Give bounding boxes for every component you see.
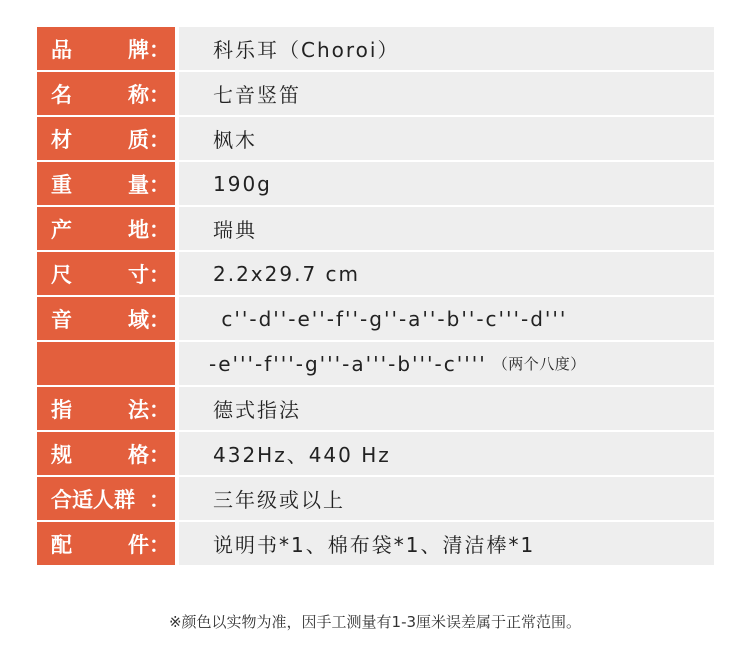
spec-label	[37, 72, 175, 115]
label-char: 产	[51, 216, 72, 242]
label-char: 品	[51, 36, 72, 62]
spec-row-range-continued	[37, 342, 714, 385]
spec-row-brand	[37, 27, 714, 70]
spec-value	[179, 432, 714, 475]
spec-row-audience	[37, 477, 714, 520]
label-char: 尺	[51, 261, 72, 287]
spec-row-range	[37, 297, 714, 340]
spec-row-name	[37, 72, 714, 115]
label-colon: ：	[149, 36, 170, 62]
label-char: 名	[51, 81, 72, 107]
label-char: 域	[128, 306, 149, 332]
label-colon: ：	[149, 171, 170, 197]
spec-label-empty	[37, 342, 175, 385]
spec-value	[179, 477, 714, 520]
spec-value-text: 七音竖笛	[213, 83, 301, 107]
spec-row-fingering	[37, 387, 714, 430]
spec-label	[37, 27, 175, 70]
label-colon: ：	[149, 261, 170, 287]
spec-value-suffix: （两个八度）	[492, 355, 586, 373]
spec-value-text: 枫木	[213, 128, 257, 152]
spec-value-text: 190g	[213, 171, 272, 196]
spec-label	[37, 252, 175, 295]
spec-value	[179, 387, 714, 430]
label-char: 重	[51, 171, 72, 197]
spec-value-text: 德式指法	[213, 398, 301, 422]
spec-value	[179, 252, 714, 295]
spec-row-weight	[37, 162, 714, 205]
spec-value	[179, 207, 714, 250]
spec-label	[37, 297, 175, 340]
spec-value	[179, 117, 714, 160]
spec-row-accessories	[37, 522, 714, 565]
label-char: 称	[128, 81, 149, 107]
spec-table	[37, 27, 714, 565]
label-char: 质	[128, 126, 149, 152]
label-colon: ：	[149, 306, 170, 332]
spec-value	[179, 162, 714, 205]
spec-value-text: 科乐耳（Choroi）	[213, 38, 400, 62]
spec-value	[179, 27, 714, 70]
label-char: 寸	[128, 261, 149, 287]
spec-value	[179, 342, 714, 385]
label-char: 牌	[128, 36, 149, 62]
spec-value-text: -e'''-f'''-g'''-a'''-b'''-c''''	[209, 351, 487, 376]
spec-value-text: 三年级或以上	[213, 488, 345, 512]
spec-row-size	[37, 252, 714, 295]
spec-label	[37, 207, 175, 250]
label-char: 指	[51, 396, 72, 422]
spec-value-text: c''-d''-e''-f''-g''-a''-b''-c'''-d'''	[213, 306, 568, 331]
label-colon: ：	[149, 486, 170, 512]
spec-row-origin	[37, 207, 714, 250]
label-char: 配	[51, 531, 72, 557]
label-char: 合适人群	[51, 486, 135, 512]
label-colon: ：	[149, 531, 170, 557]
spec-value-text: 2.2x29.7 cm	[213, 261, 361, 286]
label-colon: ：	[149, 81, 170, 107]
spec-value-text: 说明书*1、棉布袋*1、清洁棒*1	[213, 533, 536, 557]
spec-value	[179, 297, 714, 340]
spec-label	[37, 387, 175, 430]
spec-label	[37, 432, 175, 475]
label-char: 量	[128, 171, 149, 197]
spec-row-material	[37, 117, 714, 160]
spec-value	[179, 522, 714, 565]
label-char: 规	[51, 441, 72, 467]
label-colon: ：	[149, 126, 170, 152]
label-char: 格	[128, 441, 149, 467]
spec-label	[37, 522, 175, 565]
label-char: 法	[128, 396, 149, 422]
footnote: ※颜色以实物为准，因手工测量有1-3厘米误差属于正常范围。	[168, 613, 582, 631]
spec-row-pitch	[37, 432, 714, 475]
label-char: 材	[51, 126, 72, 152]
label-colon: ：	[149, 441, 170, 467]
label-char: 件	[128, 531, 149, 557]
spec-value	[179, 72, 714, 115]
spec-label	[37, 162, 175, 205]
spec-label	[37, 117, 175, 160]
spec-value-text: 432Hz、440 Hz	[213, 443, 391, 467]
label-char: 地	[128, 216, 149, 242]
label-char: 音	[51, 306, 72, 332]
spec-label	[37, 477, 175, 520]
label-colon: ：	[149, 396, 170, 422]
label-colon: ：	[149, 216, 170, 242]
spec-value-text: 瑞典	[213, 218, 257, 242]
